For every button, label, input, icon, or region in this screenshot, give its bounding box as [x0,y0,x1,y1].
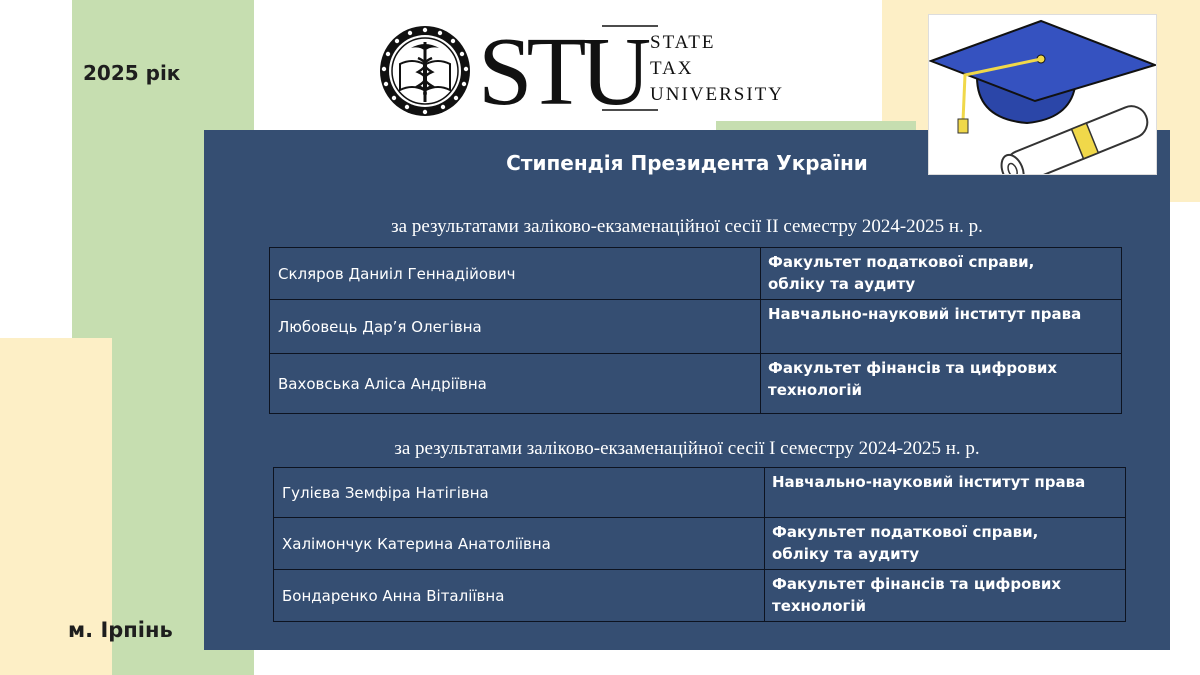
student-name: Бондаренко Анна Віталіївна [274,570,765,622]
student-name: Гулієва Земфіра Натігівна [274,468,765,518]
university-logo [378,18,808,126]
graduation-image [928,14,1157,175]
section-heading-semester-2: за результатами заліково-екзаменаційної сесії ІІ семестру 2024-2025 н. р. [391,216,983,237]
logo-line-state: STATE [650,32,716,53]
graduation-cap-diploma-icon [929,15,1156,174]
logo-abbreviation: STU [478,18,646,126]
faculty-line: обліку та аудиту [768,275,916,293]
table-row [270,354,1122,414]
logo-wordmark [650,30,784,108]
city-label: м. Ірпінь [68,618,173,642]
student-name: Любовець Дар’я Олегівна [270,300,761,354]
table-row [270,300,1122,354]
faculty-line: Факультет фінансів та цифрових [772,575,1062,593]
section-heading-semester-1: за результатами заліково-екзаменаційної сесії І семестру 2024-2025 н. р. [394,438,980,459]
faculty-cell [761,248,1122,300]
logo-line-tax: TAX [650,58,694,79]
faculty-line: Навчально-науковий інститут права [768,305,1082,323]
logo-line-university: UNIVERSITY [650,84,784,105]
faculty-line: Навчально-науковий інститут права [772,473,1086,491]
faculty-line: обліку та аудиту [772,545,920,563]
faculty-line: Факультет фінансів та цифрових [768,359,1058,377]
student-name: Халімончук Катерина Анатоліївна [274,518,765,570]
table-row [274,518,1126,570]
table-row [270,248,1122,300]
faculty-cell [765,468,1126,518]
table-row [274,570,1126,622]
table-row [274,468,1126,518]
student-name: Скляров Даниіл Геннадійович [270,248,761,300]
scholars-table-semester-1 [273,467,1126,622]
year-label: 2025 рік [83,61,181,85]
faculty-cell [765,570,1126,622]
faculty-cell [761,300,1122,354]
faculty-cell [765,518,1126,570]
faculty-cell [761,354,1122,414]
faculty-line: Факультет податкової справи, [768,253,1035,271]
student-name: Ваховська Аліса Андріївна [270,354,761,414]
scholars-table-semester-2 [269,247,1122,414]
faculty-line: технологій [768,381,862,399]
faculty-line: Факультет податкової справи, [772,523,1039,541]
faculty-line: технологій [772,597,866,615]
caduceus-book-emblem-icon [378,24,472,118]
panel-title: Стипендія Президента України [506,151,868,175]
